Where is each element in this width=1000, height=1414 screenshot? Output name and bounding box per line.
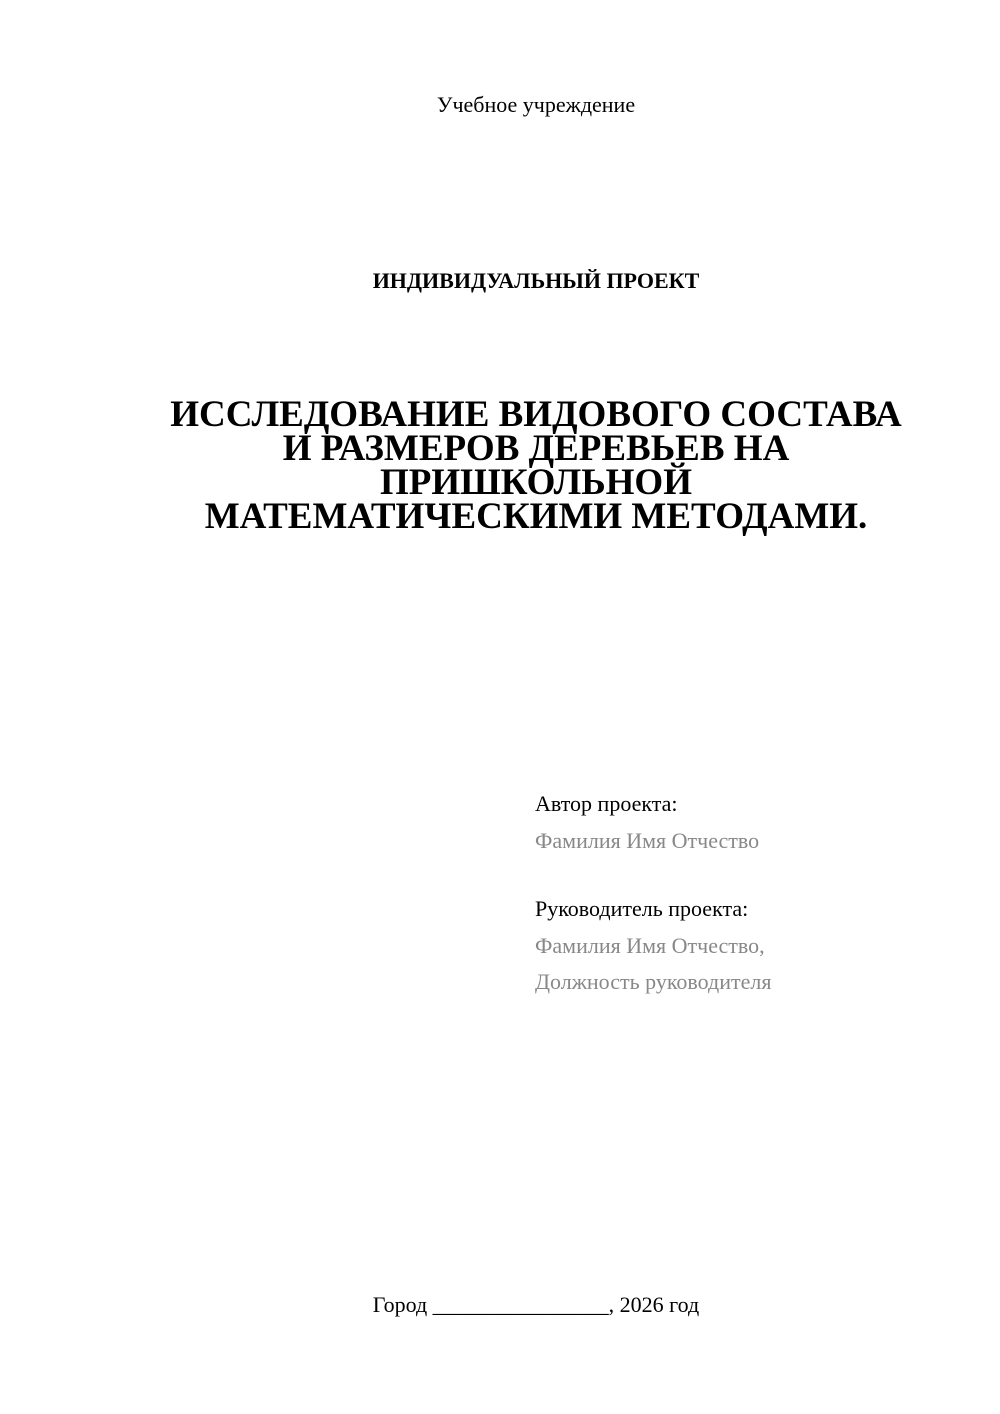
project-title-line: ПРИШКОЛЬНОЙ (379, 462, 692, 503)
city-year-line: Город ________________, 2026 год (372, 1292, 700, 1317)
project-title-line: И РАЗМЕРОВ ДЕРЕВЬЕВ НА (282, 428, 790, 469)
supervisor-name: Фамилия Имя Отчество, (535, 933, 765, 958)
author-block (535, 790, 759, 855)
supervisor-position: Должность руководителя (535, 969, 772, 994)
supervisor-block (535, 895, 771, 996)
supervisor-label: Руководитель проекта: (535, 896, 749, 921)
project-title (140, 394, 932, 537)
project-title-line: МАТЕМАТИЧЕСКИМИ МЕТОДАМИ. (204, 496, 868, 537)
project-type-heading: ИНДИВИДУАЛЬНЫЙ ПРОЕКТ (372, 268, 700, 293)
project-title-line: ИССЛЕДОВАНИЕ ВИДОВОГО СОСТАВА (170, 394, 902, 435)
author-label: Автор проекта: (535, 791, 678, 816)
author-name: Фамилия Имя Отчество (535, 828, 760, 853)
institution-name: Учебное учреждение (436, 92, 636, 117)
